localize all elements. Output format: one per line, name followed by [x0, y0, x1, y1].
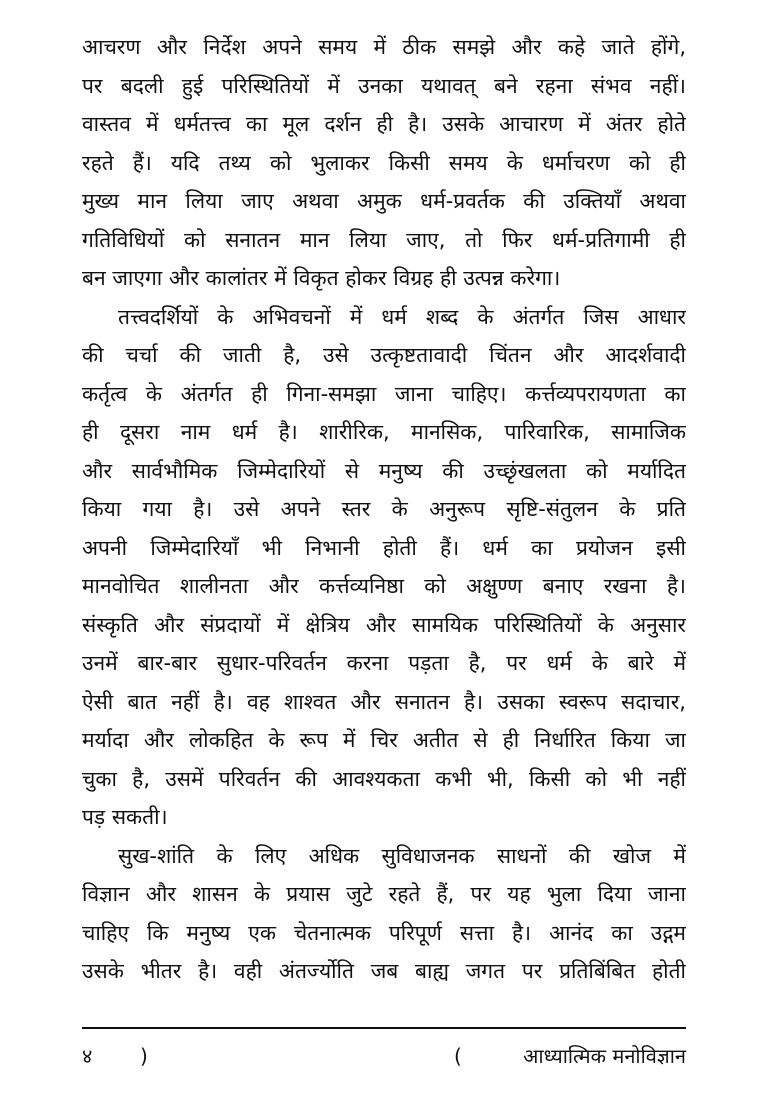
text-line: बन जाएगा और कालांतर में विकृत होकर विग्रह ही उत्पन्न करेगा। — [82, 266, 561, 290]
text-line: तत्त्वदर्शियों के अभिवचनों में धर्म शब्द के अंतर्गत जिस आधार — [118, 304, 686, 329]
text-line: की चर्चा की जाती है, उसे उत्कृष्टतावादी चिंतन और आदर्शवादी — [82, 343, 686, 367]
text-line: चुका है, उसमें परिवर्तन की आवश्यकता कभी भी, किसी को भी नहीं — [82, 766, 686, 791]
text-line: संस्कृति और संप्रदायों में क्षेत्रिय और सामयिक परिस्थितियों के अनुसार — [82, 612, 686, 637]
paragraph — [82, 28, 686, 298]
text-line: पर बदली हुई परिस्थितियों में उनका यथावत् बने रहना संभव नहीं। — [82, 73, 686, 98]
text-line: कर्तृत्व के अंतर्गत ही गिना-समझा जाना चाहिए। कर्त्तव्यपरायणता का — [82, 381, 686, 406]
footer-rule — [82, 1027, 686, 1029]
text-line: किया गया है। उसे अपने स्तर के अनुरूप सृष्टि-संतुलन के प्रति — [82, 497, 686, 521]
text-line: चाहिए कि मनुष्य एक चेतनात्मक परिपूर्ण सत्ता है। आनंद का उद्गम — [82, 920, 686, 945]
text-line: गतिविधियों को सनातन मान लिया जाए, तो फिर धर्म-प्रतिगामी ही — [82, 227, 686, 252]
text-line: ऐसी बात नहीं है। वह शाश्वत और सनातन है। उसका स्वरूप सदाचार, — [82, 689, 686, 714]
book-title: आध्यात्मिक मनोविज्ञान — [523, 1044, 686, 1068]
text-line: मर्यादा और लोकहित के रूप में चिर अतीत से ही निर्धारित किया जा — [82, 728, 686, 752]
text-line: और सार्वभौमिक जिम्मेदारियों से मनुष्य की उच्छृंखलता को मर्यादित — [82, 458, 686, 483]
text-line: विज्ञान और शासन के प्रयास जुटे रहते हैं, पर यह भुला दिया जाना — [82, 882, 686, 906]
text-line: उसके भीतर है। वही अंतर्ज्योति जब बाह्य जगत पर प्रतिबिंबित होती — [82, 959, 686, 983]
paragraph — [82, 298, 686, 837]
page-footer — [82, 1038, 686, 1074]
text-line: ही दूसरा नाम धर्म है। शारीरिक, मानसिक, पारिवारिक, सामाजिक — [82, 420, 686, 444]
text-line: अपनी जिम्मेदारियाँ भी निभानी होती हैं। धर्म का प्रयोजन इसी — [82, 535, 686, 560]
text-line: सुख-शांति के लिए अधिक सुविधाजनक साधनों की खोज में — [118, 843, 686, 868]
paragraph — [82, 837, 686, 991]
text-line: पड़ सकती। — [82, 805, 168, 829]
text-line: वास्तव में धर्मतत्त्व का मूल दर्शन ही है। उसके आचारण में अंतर होते — [82, 112, 686, 136]
text-line: रहते हैं। यदि तथ्य को भुलाकर किसी समय के धर्माचरण को ही — [82, 150, 686, 175]
text-line: उनमें बार-बार सुधार-परिवर्तन करना पड़ता है, पर धर्म के बारे में — [82, 651, 686, 675]
footer-paren-open: ( — [454, 1044, 462, 1068]
page-number: ४ — [82, 1044, 93, 1068]
body-text — [82, 28, 686, 991]
text-line: आचरण और निर्देश अपने समय में ठीक समझे और कहे जाते होंगे, — [82, 35, 686, 59]
text-line: मानवोचित शालीनता और कर्त्तव्यनिष्ठा को अक्षुण्ण बनाए रखना है। — [82, 574, 686, 598]
text-line: मुख्य मान लिया जाए अथवा अमुक धर्म-प्रवर्तक की उक्तियाँ अथवा — [82, 189, 686, 213]
footer-paren-close: ) — [140, 1044, 148, 1068]
